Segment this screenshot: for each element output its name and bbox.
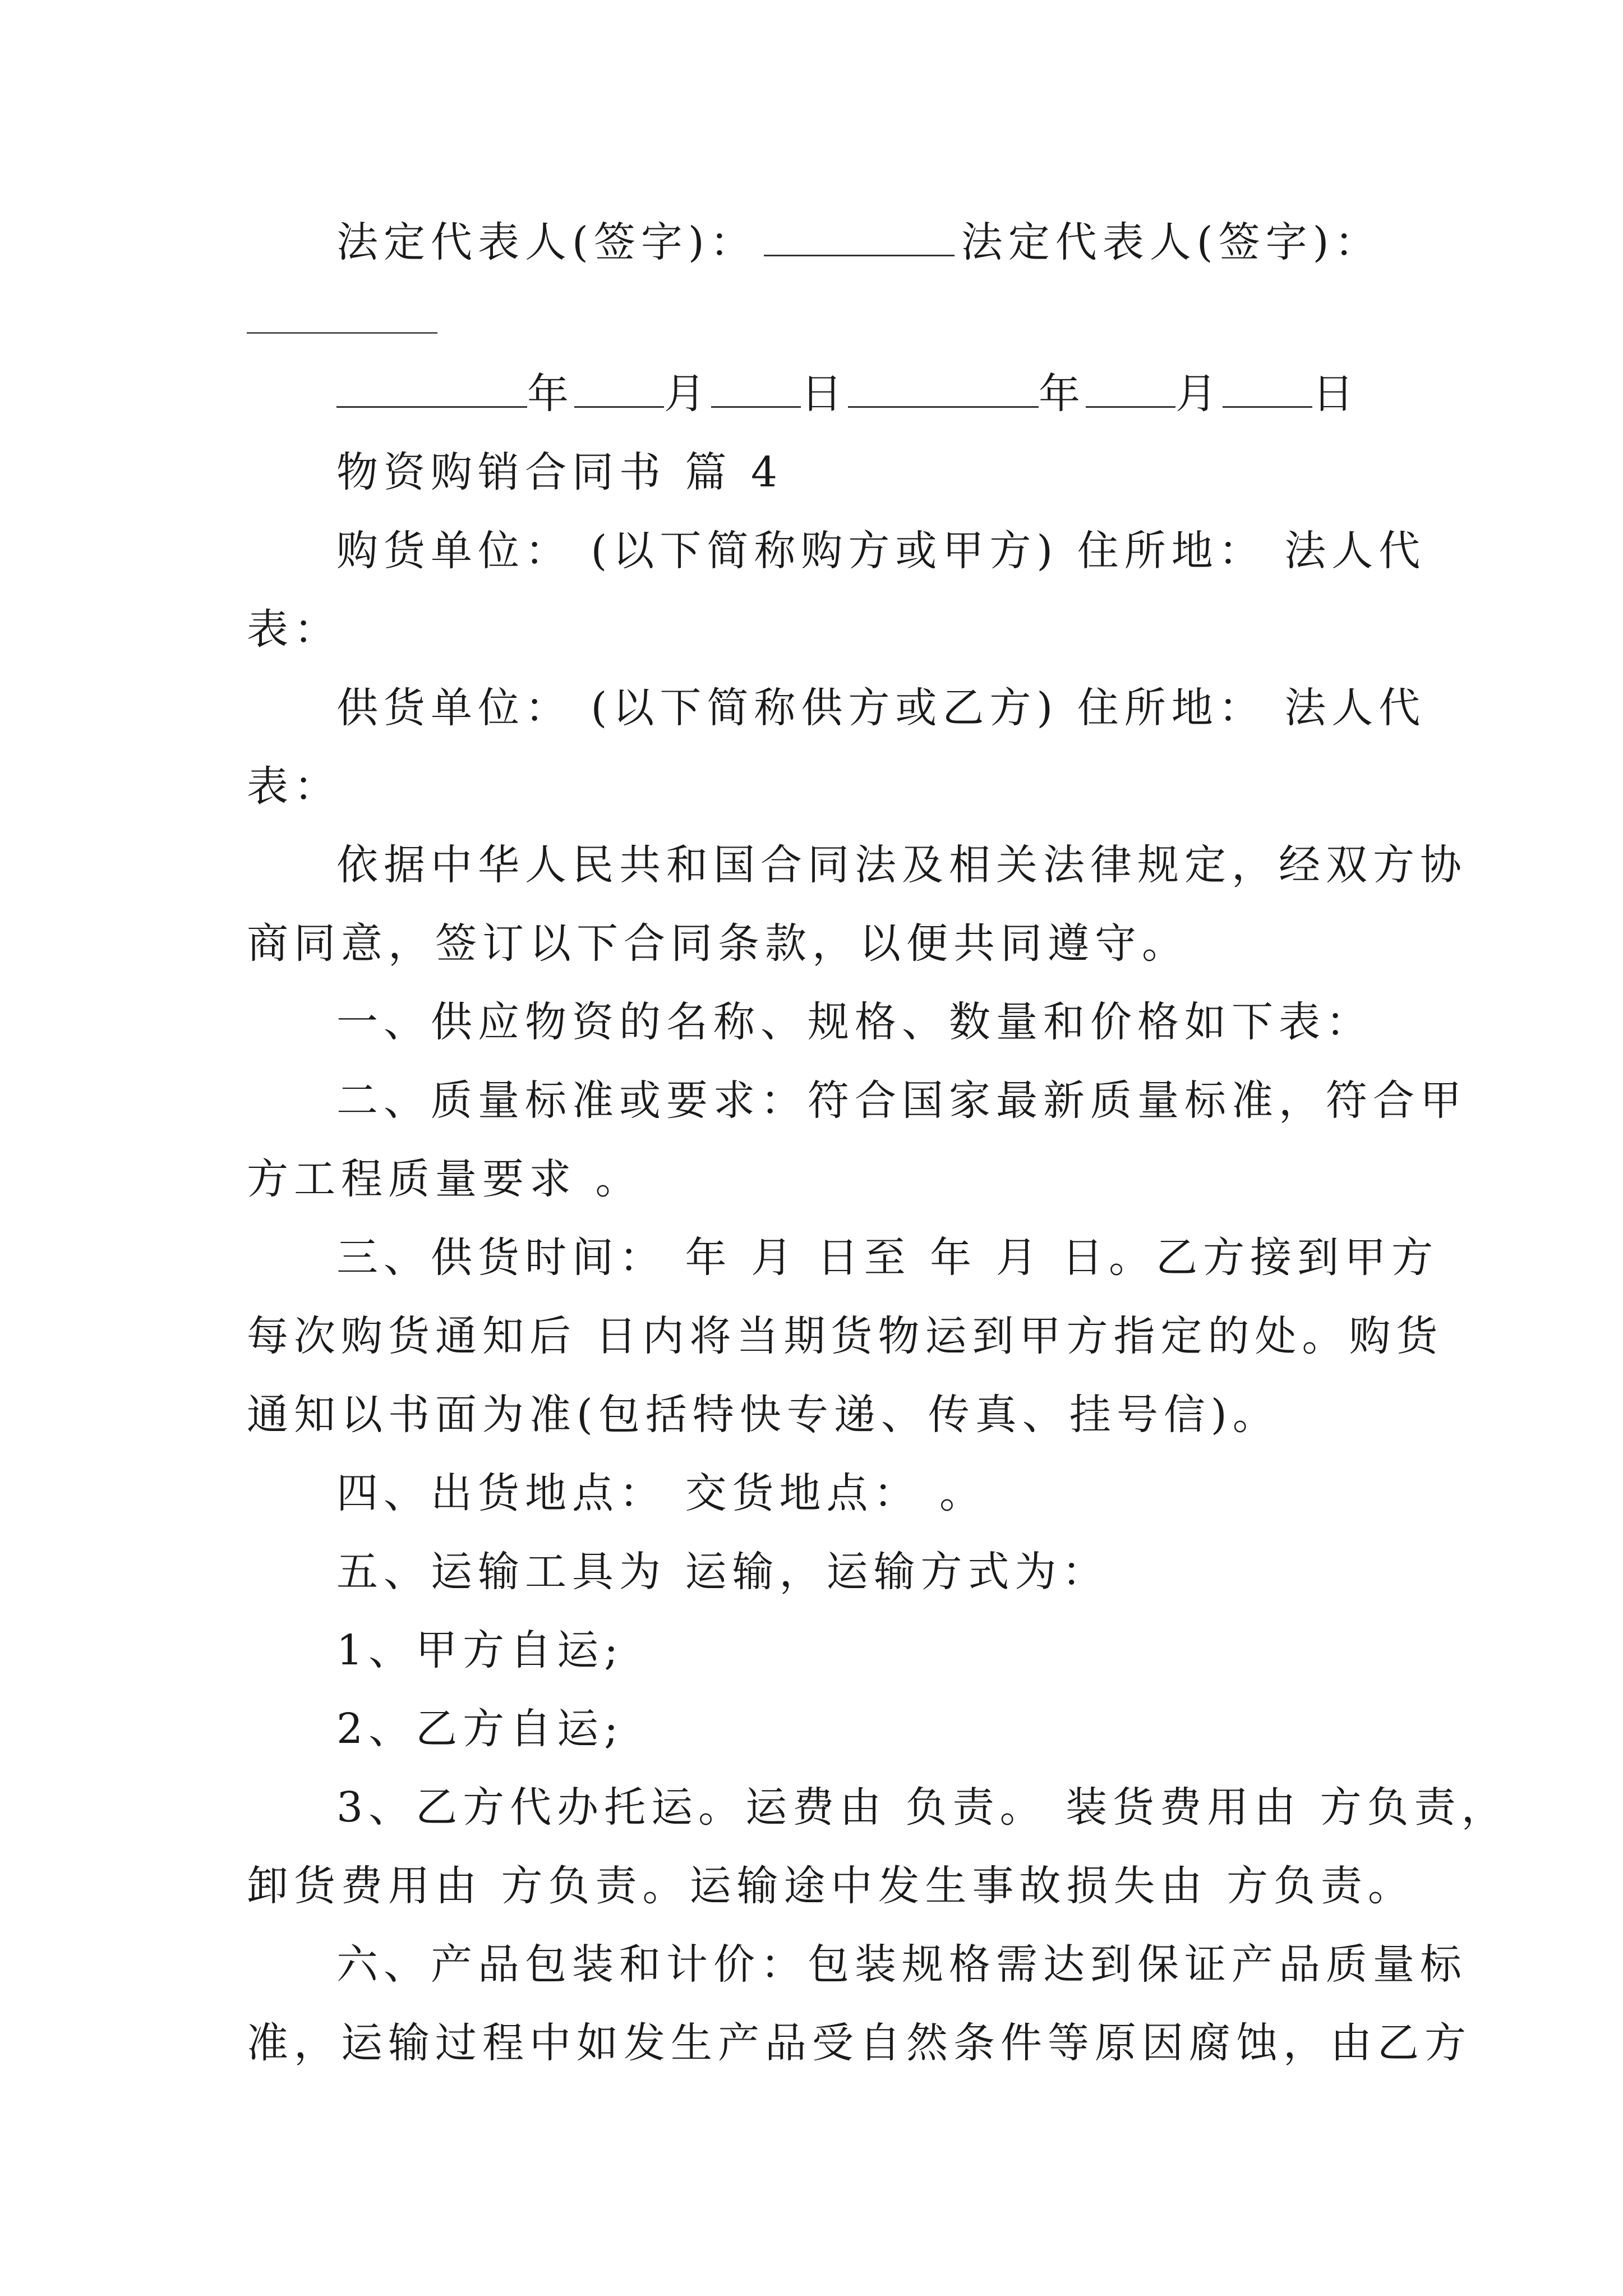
year-label-b: 年 <box>1039 370 1086 418</box>
supplier-line-2: 表： <box>247 762 341 811</box>
clause-6-line-1: 六、产品包装和计价：包装规格需达到保证产品质量标 <box>336 1940 1467 1989</box>
rep-label-b: 法定代表人(签字)： <box>961 218 1382 266</box>
clause-3-line-3: 通知以书面为准(包括特快专递、传真、挂号信)。 <box>247 1391 1280 1439</box>
day-label-a: 日 <box>801 370 848 418</box>
transport-item-3-line-2: 卸货费用由 方负责。运输途中发生事故损失由 方负责。 <box>247 1862 1415 1910</box>
month-blank-a <box>574 401 664 408</box>
clause-3-line-1: 三、供货时间： 年 月 日至 年 月 日。乙方接到甲方 <box>336 1234 1439 1282</box>
signature-blank-b <box>247 332 437 334</box>
basis-line-1: 依据中华人民共和国合同法及相关法律规定，经双方协 <box>336 841 1467 889</box>
day-blank-b <box>1223 401 1312 408</box>
year-label-a: 年 <box>527 370 574 418</box>
clause-6-line-2: 准，运输过程中如发生产品受自然条件等原因腐蚀，由乙方 <box>247 2019 1472 2067</box>
transport-item-1: 1、甲方自运; <box>336 1626 624 1674</box>
rep-label-a: 法定代表人(签字)： <box>336 218 757 266</box>
supplier-line-1: 供货单位： (以下简称供方或乙方) 住所地： 法人代 <box>336 684 1426 732</box>
clause-2-line-2: 方工程质量要求 。 <box>247 1155 643 1203</box>
transport-item-3-line-1: 3、乙方代办托运。运费由 负责。 装货费用由 方负责， <box>336 1783 1509 1832</box>
clause-1: 一、供应物资的名称、规格、数量和价格如下表： <box>336 998 1373 1046</box>
signature-blank-a <box>764 249 955 256</box>
buyer-line-1: 购货单位： (以下简称购方或甲方) 住所地： 法人代 <box>336 527 1426 575</box>
clause-5: 五、运输工具为 运输，运输方式为： <box>336 1548 1109 1596</box>
section-title: 物资购销合同书 篇 4 <box>336 448 783 496</box>
clause-3-line-2: 每次购货通知后 日内将当期货物运到甲方指定的处。购货 <box>247 1312 1444 1360</box>
clause-4: 四、出货地点： 交货地点： 。 <box>336 1469 987 1517</box>
month-label-b: 月 <box>1175 370 1223 418</box>
month-label-a: 月 <box>664 370 711 418</box>
day-blank-a <box>711 401 801 408</box>
transport-item-2: 2、乙方自运; <box>336 1705 624 1753</box>
clause-2-line-1: 二、质量标准或要求：符合国家最新质量标准，符合甲 <box>336 1076 1467 1125</box>
year-blank-a <box>336 401 527 408</box>
signature-line <box>336 203 1391 282</box>
day-label-b: 日 <box>1312 370 1359 418</box>
year-blank-b <box>848 401 1039 408</box>
buyer-line-2: 表： <box>247 605 341 654</box>
basis-line-2: 商同意，签订以下合同条款，以便共同遵守。 <box>247 919 1189 968</box>
month-blank-b <box>1086 401 1175 408</box>
date-line <box>336 355 1391 433</box>
